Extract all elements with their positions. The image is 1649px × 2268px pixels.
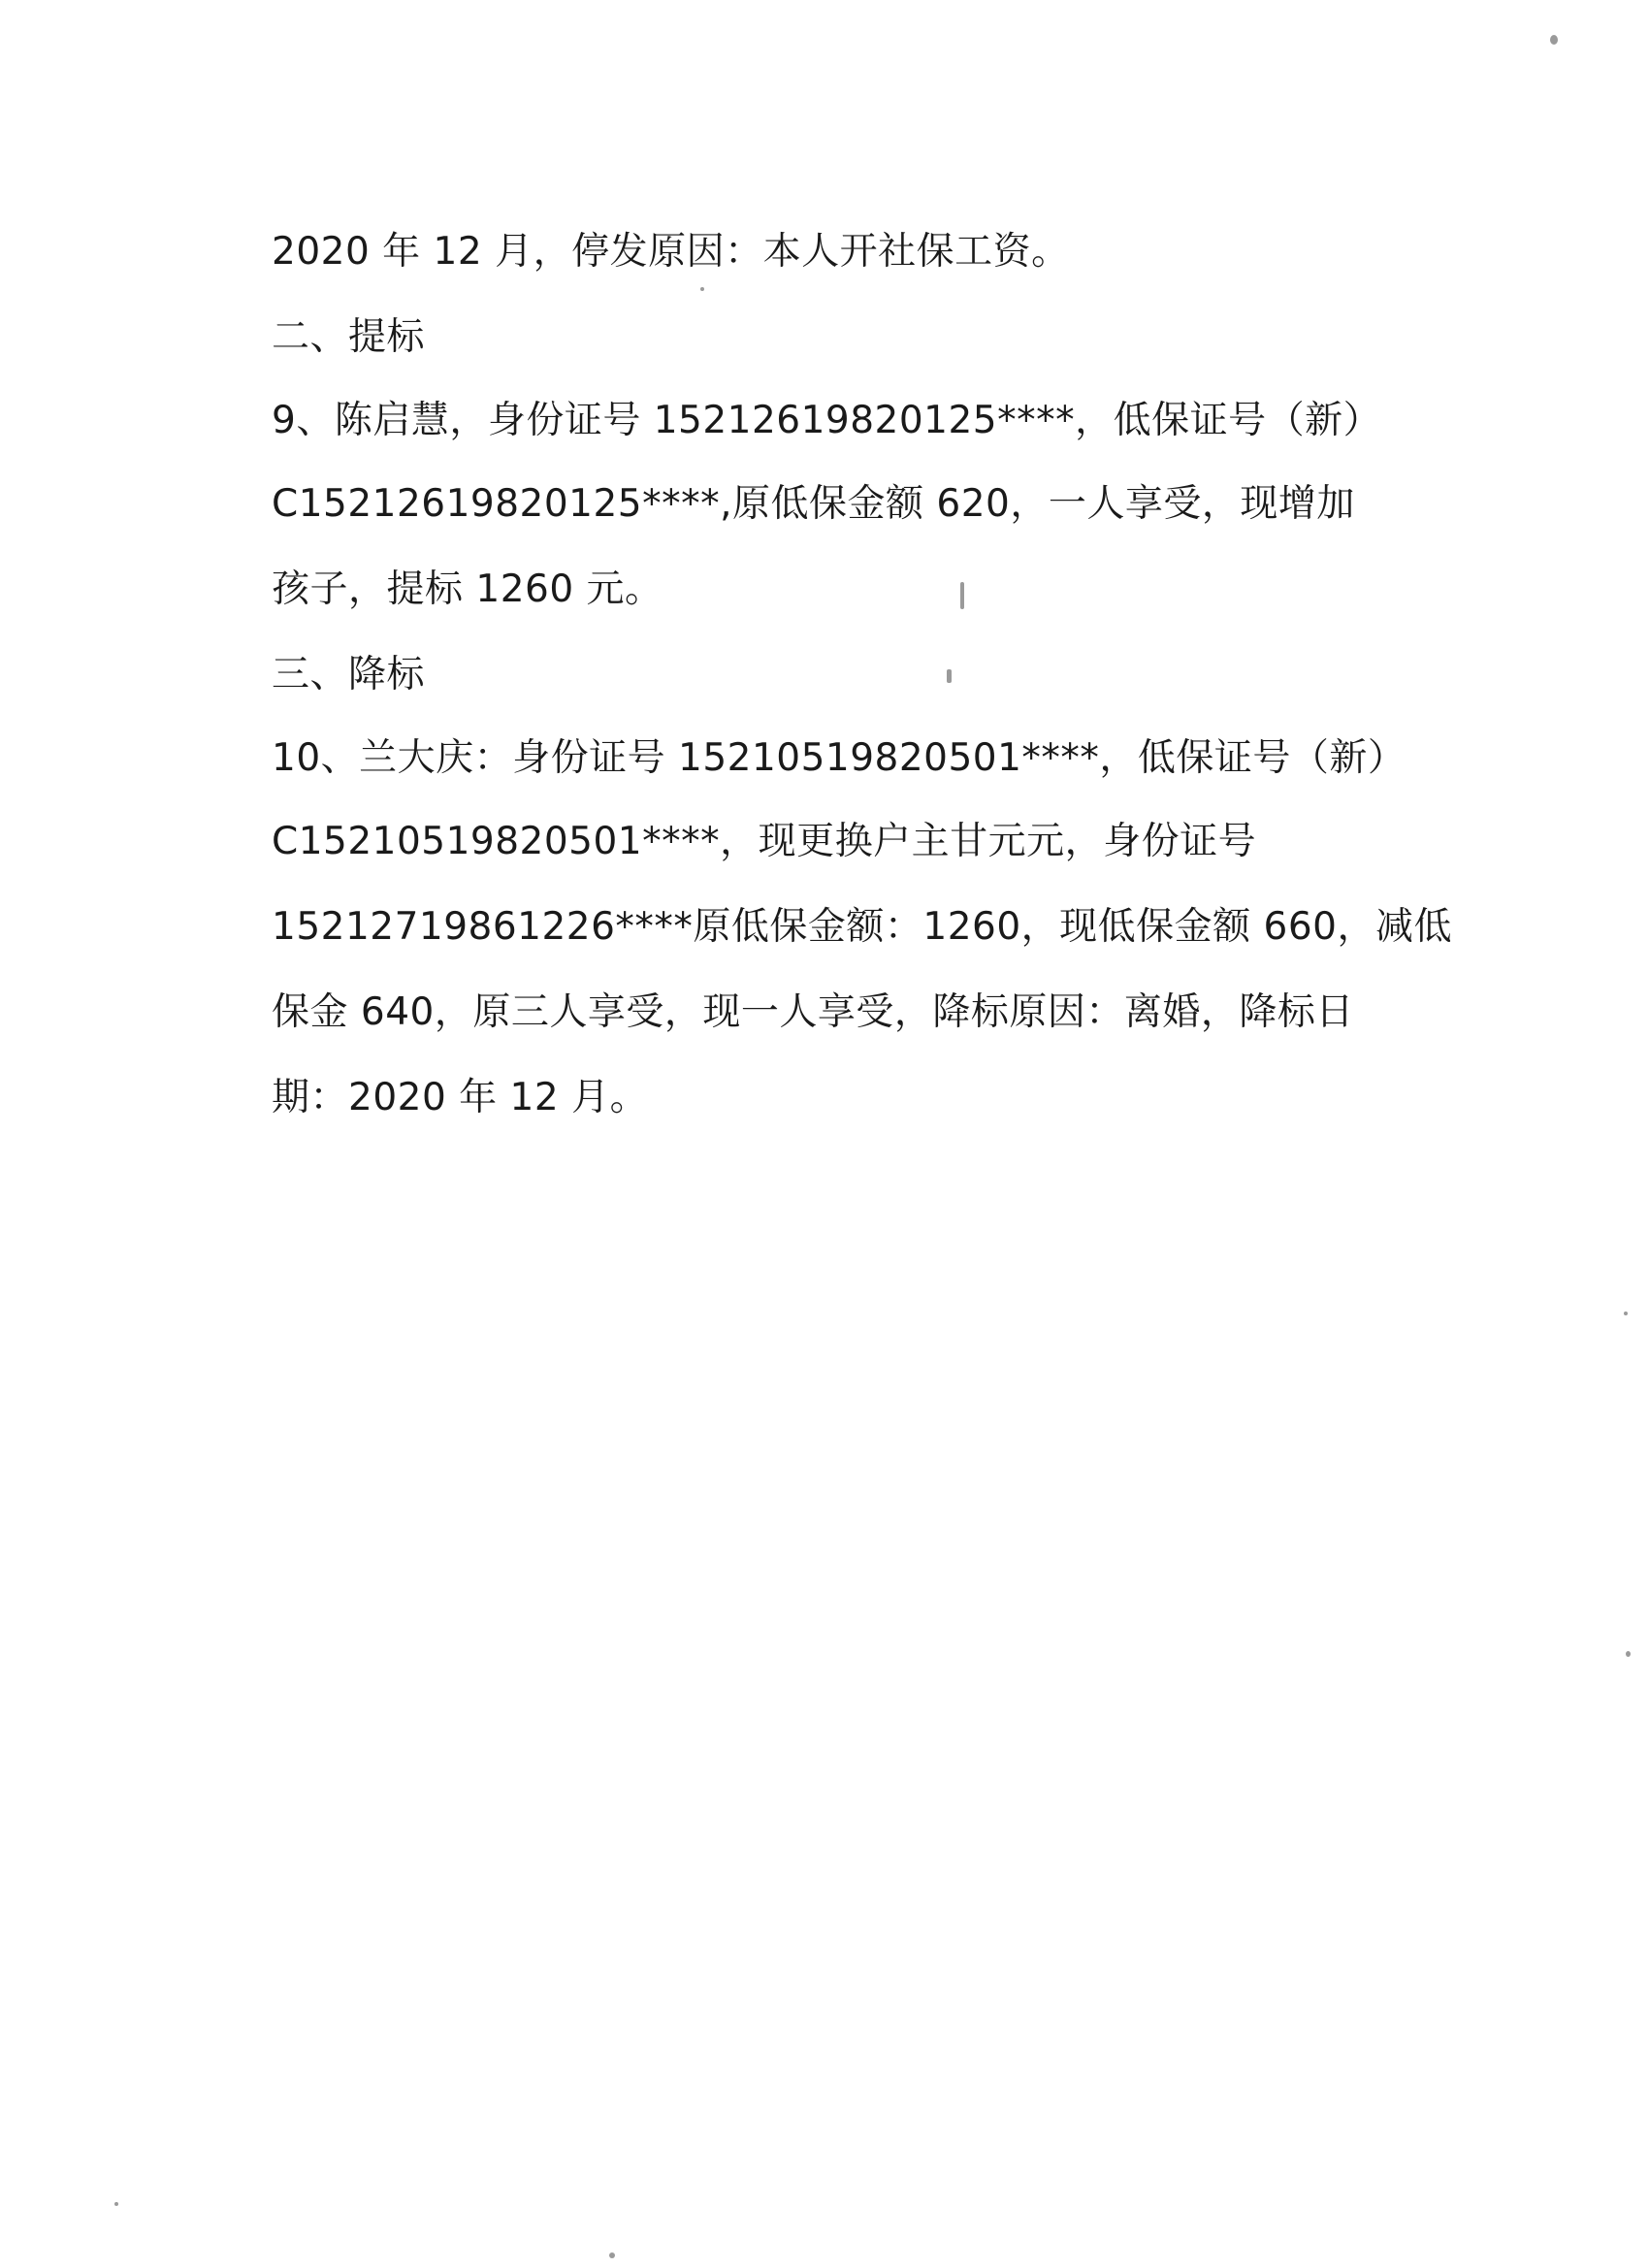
text-line-item-10: 10、兰大庆：身份证号 15210519820501****，低保证号（新）	[272, 736, 1406, 780]
section-heading-raise-standard: 二、提标	[272, 315, 426, 359]
scan-speck	[947, 669, 952, 683]
text-line-item-10-cont-3: 保金 640，原三人享受，现一人享受，降标原因：离婚，降标日	[272, 990, 1354, 1034]
text-line-item-9-cont-1: C15212619820125****,原低保金额 620，一人享受，现增加	[272, 482, 1355, 526]
text-line-item-9-cont-2: 孩子，提标 1260 元。	[272, 567, 663, 611]
text-line-stop-reason: 2020 年 12 月，停发原因：本人开社保工资。	[272, 230, 1070, 274]
section-heading-lower-standard: 三、降标	[272, 653, 426, 697]
scan-speck	[114, 2202, 118, 2206]
scan-speck	[700, 287, 704, 291]
scan-speck	[609, 2252, 615, 2258]
scan-speck	[1550, 35, 1558, 45]
scan-speck	[960, 582, 964, 609]
text-line-item-10-cont-4: 期：2020 年 12 月。	[272, 1076, 649, 1119]
text-line-item-10-cont-1: C15210519820501****，现更换户主甘元元，身份证号	[272, 820, 1257, 863]
scan-speck	[1626, 1651, 1631, 1657]
text-line-item-10-cont-2: 15212719861226****原低保金额：1260，现低保金额 660，减低	[272, 905, 1452, 949]
text-line-item-9: 9、陈启慧，身份证号 15212619820125****，低保证号（新）	[272, 399, 1382, 442]
scan-speck	[1624, 1312, 1628, 1315]
